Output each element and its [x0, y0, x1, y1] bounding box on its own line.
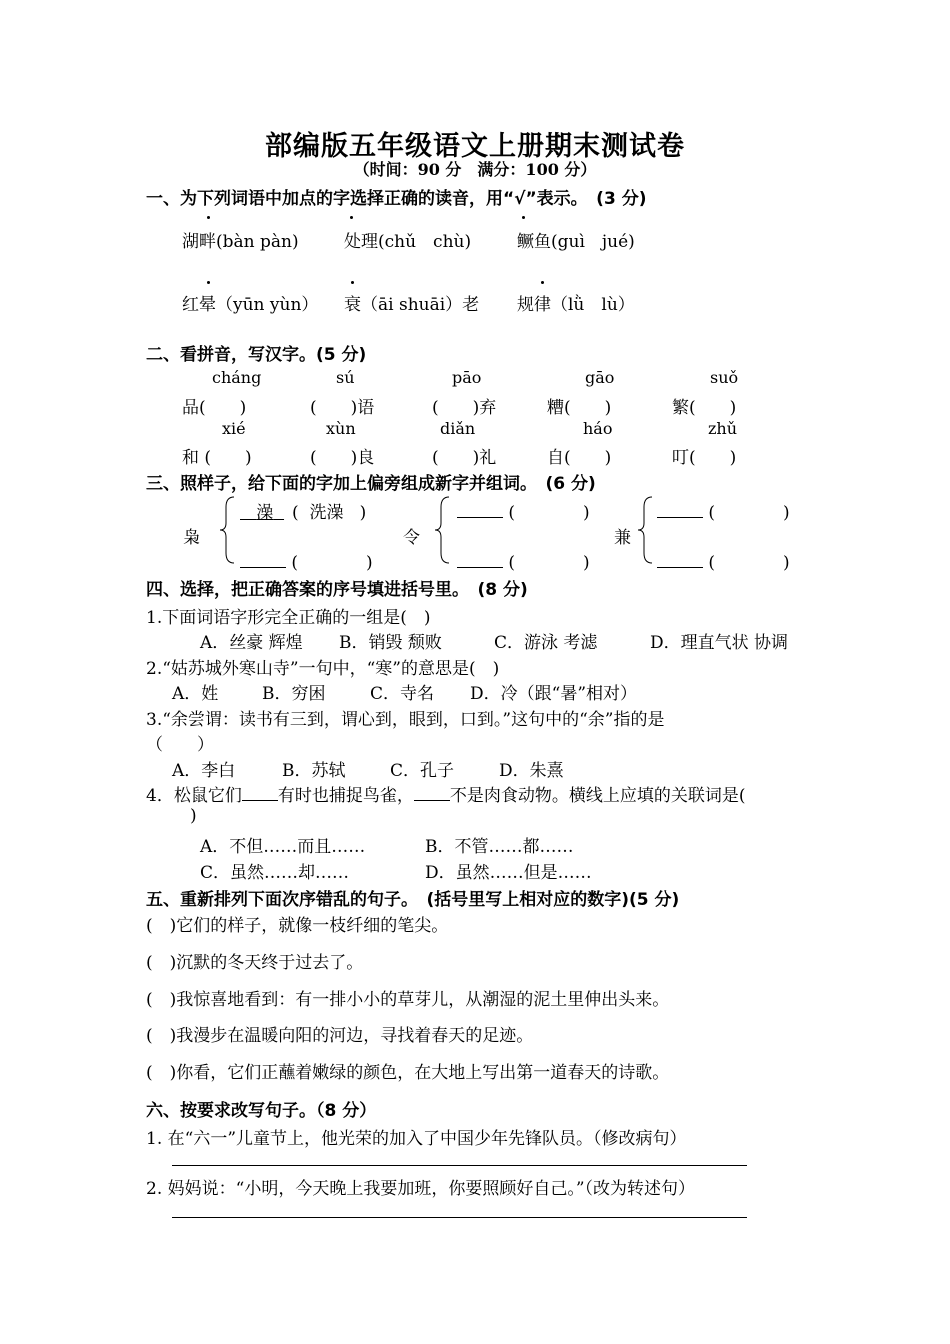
- option: B．销毁 颓败: [339, 633, 442, 653]
- question-3: 3.“余尝谓：读书有三到，谓心到，眼到，口到。”这句中的“余”指的是: [146, 710, 665, 730]
- page-subtitle: （时间：90 分 满分：100 分）: [353, 160, 597, 179]
- option: D．理直气状 协调: [650, 633, 789, 653]
- option: D．冷（跟“暑”相对）: [470, 684, 638, 704]
- blank-word: 自( ): [547, 448, 612, 468]
- pinyin: gāo: [585, 368, 615, 387]
- answer-slot: ( ): [457, 548, 590, 573]
- question-4-paren: ): [190, 806, 197, 826]
- s1-item: 规律（lǜ lù）: [517, 295, 635, 315]
- s1-item: 衰（āi shuāi）老: [344, 295, 480, 315]
- option: C．虽然……却……: [200, 863, 350, 883]
- option: C．寺名: [370, 684, 435, 704]
- sentence-item: ( )我漫步在温暖向阳的河边，寻找着春天的足迹。: [146, 1026, 534, 1046]
- answer-slot: ( ): [657, 548, 790, 573]
- option: A．丝豪 辉煌: [200, 633, 303, 653]
- section-5-heading: 五、重新排列下面次序错乱的句子。 (括号里写上相对应的数字)(5 分): [146, 890, 680, 910]
- pinyin: sú: [336, 368, 355, 387]
- answer-slot: ( ): [240, 548, 373, 573]
- question-3-paren: （ ）: [146, 735, 214, 755]
- option: D．朱熹: [499, 761, 564, 781]
- option: A．李白: [172, 761, 236, 781]
- question-1: 1.下面词语字形完全正确的一组是( ): [146, 608, 431, 628]
- s1-item: 处理(chǔ chù): [344, 232, 472, 252]
- answer-line: [172, 1165, 747, 1166]
- example-new-char: 澡: [256, 503, 274, 523]
- pinyin: pāo: [452, 368, 482, 387]
- section-1-heading: 一、为下列词语中加点的字选择正确的读音，用“√”表示。 (3 分): [146, 189, 647, 209]
- rewrite-question-2: 2. 妈妈说：“小明，今天晚上我要加班，你要照顾好自己。”（改为转述句）: [146, 1179, 696, 1199]
- question-2: 2.“姑苏城外寒山寺”一句中，“寒”的意思是( ): [146, 659, 500, 679]
- blank-word: 叮( ): [672, 448, 737, 468]
- pinyin: háo: [583, 419, 613, 438]
- pinyin: xùn: [326, 419, 356, 438]
- option: D．虽然……但是……: [425, 863, 592, 883]
- sentence-item: ( )沉默的冬天终于过去了。: [146, 953, 364, 973]
- option: A．姓: [172, 684, 219, 704]
- blank-word: 繁( ): [672, 398, 737, 418]
- answer-line: [172, 1217, 747, 1218]
- sentence-item: ( )你看，它们正蘸着嫩绿的颜色，在大地上写出第一道春天的诗歌。: [146, 1063, 670, 1083]
- option: A．不但……而且……: [200, 837, 366, 857]
- base-char: 枭: [183, 528, 200, 548]
- option: B．穷困: [262, 684, 326, 704]
- brace-icon: [636, 495, 654, 565]
- brace-icon: [433, 495, 451, 565]
- section-2-heading: 二、看拼音，写汉字。(5 分): [146, 345, 367, 365]
- option: B．不管……都……: [425, 837, 574, 857]
- page-title: 部编版五年级语文上册期末测试卷: [265, 131, 685, 162]
- s1-item: 湖畔(bàn pàn): [182, 232, 299, 252]
- pinyin: diǎn: [440, 419, 476, 438]
- blank-word: ( )良: [310, 448, 375, 468]
- example-word: ( 洗澡 ): [292, 503, 367, 523]
- sentence-item: ( )它们的样子，就像一枝纤细的笔尖。: [146, 916, 449, 936]
- question-4: 4．松鼠它们 有时也捕捉鸟雀， 不是肉食动物。横线上应填的关联词是(: [146, 786, 746, 806]
- pinyin: zhǔ: [708, 419, 738, 438]
- section-6-heading: 六、按要求改写句子。（8 分）: [146, 1101, 377, 1121]
- pinyin: cháng: [212, 368, 262, 387]
- base-char: 令: [403, 528, 420, 548]
- section-4-heading: 四、选择，把正确答案的序号填进括号里。 (8 分): [146, 580, 528, 600]
- section-3-heading: 三、照样子，给下面的字加上偏旁组成新字并组词。 (6 分): [146, 474, 596, 494]
- pinyin: xié: [222, 419, 246, 438]
- blank-word: 糟( ): [547, 398, 612, 418]
- blank-word: 和 ( ): [182, 448, 252, 468]
- s1-item: 红晕（yūn yùn）: [182, 295, 319, 315]
- blank-word: ( )礼: [432, 448, 497, 468]
- brace-icon: [218, 495, 236, 565]
- option: C．游泳 考滤: [494, 633, 598, 653]
- emphasis-dot: [207, 281, 210, 284]
- s1-item: 鳜鱼(guì jué): [517, 232, 635, 252]
- rewrite-question-1: 1. 在“六一”儿童节上，他光荣的加入了中国少年先锋队员。（修改病句）: [146, 1129, 687, 1149]
- blank-word: 品( ): [182, 398, 247, 418]
- sentence-item: ( )我惊喜地看到：有一排小小的草芽儿，从潮湿的泥土里伸出头来。: [146, 990, 670, 1010]
- option: B．苏轼: [282, 761, 346, 781]
- emphasis-dot: [351, 281, 354, 284]
- answer-slot: ( ): [457, 498, 590, 523]
- emphasis-dot: [207, 216, 210, 219]
- answer-slot: ( ): [657, 498, 790, 523]
- blank-word: ( )语: [310, 398, 375, 418]
- emphasis-dot: [522, 216, 525, 219]
- blank-word: ( )弃: [432, 398, 497, 418]
- pinyin: suǒ: [710, 368, 739, 387]
- base-char: 兼: [614, 528, 631, 548]
- emphasis-dot: [541, 281, 544, 284]
- option: C．孔子: [390, 761, 455, 781]
- emphasis-dot: [350, 216, 353, 219]
